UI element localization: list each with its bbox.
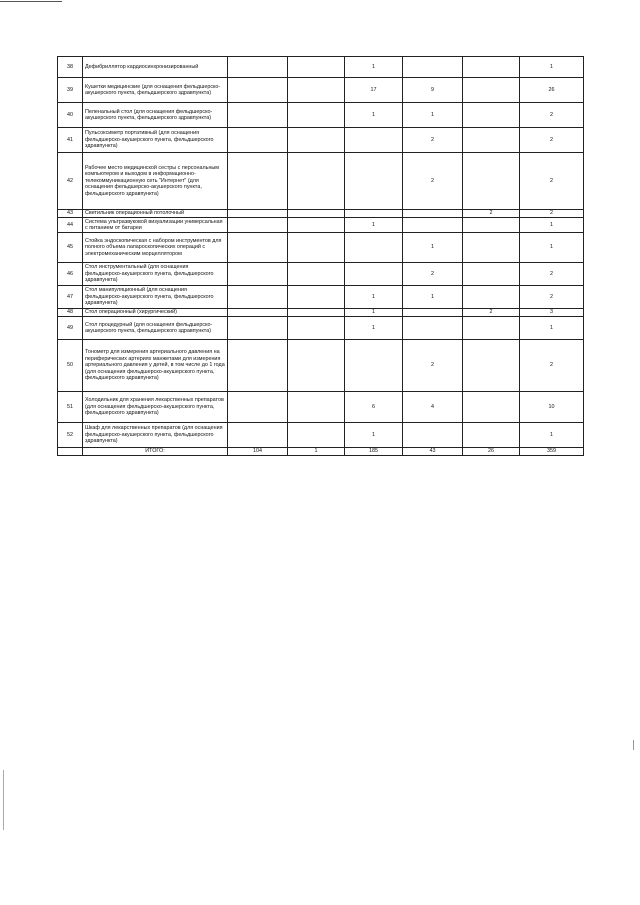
table-row (58, 423, 584, 448)
value-cell (463, 57, 520, 78)
total-value: 359 (520, 448, 584, 456)
value-cell: 1 (345, 423, 403, 448)
value-cell (228, 57, 288, 78)
equipment-name: Стол инструментальный (для оснащения фельдшерско-акушерского пункта, фельдшерского здравпункта) (83, 263, 228, 286)
table-row (58, 128, 584, 153)
value-cell (288, 128, 345, 153)
table-row (58, 57, 584, 78)
row-number: 44 (58, 218, 83, 233)
value-cell (403, 317, 463, 340)
scan-mark (3, 770, 4, 830)
total-cell: 1 (520, 423, 584, 448)
table-row (58, 153, 584, 210)
table-row (58, 103, 584, 128)
total-cell: 1 (520, 218, 584, 233)
equipment-table (57, 56, 584, 456)
total-cell: 3 (520, 309, 584, 317)
value-cell (345, 340, 403, 392)
value-cell (288, 78, 345, 103)
value-cell (345, 233, 403, 263)
table-row (58, 392, 584, 423)
row-number: 49 (58, 317, 83, 340)
table-row (58, 309, 584, 317)
total-cell: 1 (520, 57, 584, 78)
value-cell (228, 233, 288, 263)
table-body (58, 57, 584, 456)
value-cell (463, 340, 520, 392)
total-cell: 2 (520, 103, 584, 128)
value-cell: 1 (345, 57, 403, 78)
row-number: 42 (58, 153, 83, 210)
equipment-name: Рабочее место медицинской сестры с персональным компьютером и выходом в информационно-телекоммуникационную сеть "Интернет" (для оснащения фельдшерско-акушерского пункта, фельдшерского здравпункта) (83, 153, 228, 210)
total-cell: 26 (520, 78, 584, 103)
table-row (58, 286, 584, 309)
equipment-name: Светильник операционный потолочный (83, 210, 228, 218)
value-cell (345, 210, 403, 218)
total-cell: 2 (520, 128, 584, 153)
value-cell (228, 128, 288, 153)
equipment-name: Шкаф для лекарственных препаратов (для оснащения фельдшерско-акушерского пункта, фельдшерского здравпункта) (83, 423, 228, 448)
value-cell (403, 210, 463, 218)
value-cell (463, 317, 520, 340)
value-cell (463, 286, 520, 309)
value-cell (228, 309, 288, 317)
value-cell: 9 (403, 78, 463, 103)
table-row (58, 340, 584, 392)
value-cell (228, 153, 288, 210)
value-cell (288, 103, 345, 128)
total-cell: 2 (520, 210, 584, 218)
table-row (58, 317, 584, 340)
row-number: 47 (58, 286, 83, 309)
value-cell (288, 423, 345, 448)
header-rule (0, 1, 62, 2)
value-cell (288, 57, 345, 78)
total-label: ИТОГО: (83, 448, 228, 456)
value-cell (345, 128, 403, 153)
value-cell: 17 (345, 78, 403, 103)
value-cell (463, 423, 520, 448)
row-number: 39 (58, 78, 83, 103)
total-cell: 2 (520, 286, 584, 309)
table-row (58, 78, 584, 103)
equipment-name: Кушетки медицинские (для оснащения фельдшерско-акушерского пункта, фельдшерского здравпункта) (83, 78, 228, 103)
row-number: 48 (58, 309, 83, 317)
value-cell (228, 78, 288, 103)
value-cell (228, 317, 288, 340)
equipment-name: Стол манипуляционный (для оснащения фельдшерско-акушерского пункта, фельдшерского здравпункта) (83, 286, 228, 309)
row-number: 43 (58, 210, 83, 218)
total-value: 104 (228, 448, 288, 456)
total-number-cell (58, 448, 83, 456)
row-number: 41 (58, 128, 83, 153)
value-cell (288, 210, 345, 218)
table-row (58, 210, 584, 218)
value-cell (288, 392, 345, 423)
value-cell: 1 (403, 103, 463, 128)
value-cell (288, 153, 345, 210)
value-cell (463, 233, 520, 263)
value-cell (288, 286, 345, 309)
value-cell (228, 340, 288, 392)
total-value: 43 (403, 448, 463, 456)
value-cell: 2 (403, 263, 463, 286)
total-cell: 10 (520, 392, 584, 423)
table-row (58, 263, 584, 286)
total-cell: 2 (520, 263, 584, 286)
value-cell (228, 218, 288, 233)
row-number: 38 (58, 57, 83, 78)
row-number: 40 (58, 103, 83, 128)
value-cell (228, 263, 288, 286)
value-cell: 1 (403, 286, 463, 309)
value-cell (228, 392, 288, 423)
value-cell: 2 (463, 210, 520, 218)
value-cell (288, 317, 345, 340)
value-cell: 1 (345, 286, 403, 309)
row-number: 50 (58, 340, 83, 392)
value-cell: 2 (403, 128, 463, 153)
equipment-name: Холодильник для хранения лекарственных препаратов (для оснащения фельдшерско-акушерского пункта, фельдшерского здравпункта) (83, 392, 228, 423)
value-cell: 4 (403, 392, 463, 423)
total-cell: 2 (520, 340, 584, 392)
value-cell: 6 (345, 392, 403, 423)
value-cell (403, 423, 463, 448)
equipment-name: Пеленальный стол (для оснащения фельдшерско-акушерского пункта, фельдшерского здравпункта) (83, 103, 228, 128)
value-cell: 1 (345, 309, 403, 317)
value-cell (463, 103, 520, 128)
value-cell (345, 153, 403, 210)
table-row (58, 218, 584, 233)
value-cell (403, 218, 463, 233)
value-cell (403, 309, 463, 317)
value-cell: 2 (463, 309, 520, 317)
value-cell (288, 218, 345, 233)
equipment-name: Стол операционный (хирургический) (83, 309, 228, 317)
total-cell: 1 (520, 317, 584, 340)
total-value: 185 (345, 448, 403, 456)
value-cell: 1 (403, 233, 463, 263)
value-cell: 1 (345, 317, 403, 340)
value-cell (463, 392, 520, 423)
row-number: 52 (58, 423, 83, 448)
total-row (58, 448, 584, 456)
value-cell (228, 210, 288, 218)
total-cell: 1 (520, 233, 584, 263)
value-cell (288, 309, 345, 317)
value-cell (345, 263, 403, 286)
row-number: 46 (58, 263, 83, 286)
value-cell: 1 (345, 103, 403, 128)
value-cell: 2 (403, 153, 463, 210)
value-cell (463, 218, 520, 233)
table-row (58, 233, 584, 263)
equipment-name: Дефибриллятор кардиосинхронизированный (83, 57, 228, 78)
total-cell: 2 (520, 153, 584, 210)
value-cell (288, 340, 345, 392)
equipment-name: Пульсоксиметр портативный (для оснащения фельдшерско-акушерского пункта, фельдшерского здравпункта) (83, 128, 228, 153)
value-cell (228, 103, 288, 128)
value-cell (403, 57, 463, 78)
total-value: 26 (463, 448, 520, 456)
row-number: 51 (58, 392, 83, 423)
value-cell: 2 (403, 340, 463, 392)
value-cell (228, 423, 288, 448)
value-cell (288, 233, 345, 263)
value-cell (463, 78, 520, 103)
total-value: 1 (288, 448, 345, 456)
scan-mark (633, 740, 634, 750)
row-number: 45 (58, 233, 83, 263)
value-cell (463, 153, 520, 210)
value-cell: 1 (345, 218, 403, 233)
value-cell (463, 263, 520, 286)
equipment-name: Стол процедурный (для оснащения фельдшерско-акушерского пункта, фельдшерского здравпункта) (83, 317, 228, 340)
value-cell (228, 286, 288, 309)
equipment-name: Тонометр для измерения артериального давления на периферических артериях манжетами для измерения артериального давления у детей, в том числе до 1 года (для оснащения фельдшерско-акушерского пункта, фельдшерского здравпункта) (83, 340, 228, 392)
value-cell (288, 263, 345, 286)
equipment-name: Стойка эндоскопическая с набором инструментов для полного объема лапароскопических операций с электромеханическим морцеллятором (83, 233, 228, 263)
value-cell (463, 128, 520, 153)
equipment-name: Система ультразвуковой визуализации универсальная с питанием от батареи (83, 218, 228, 233)
